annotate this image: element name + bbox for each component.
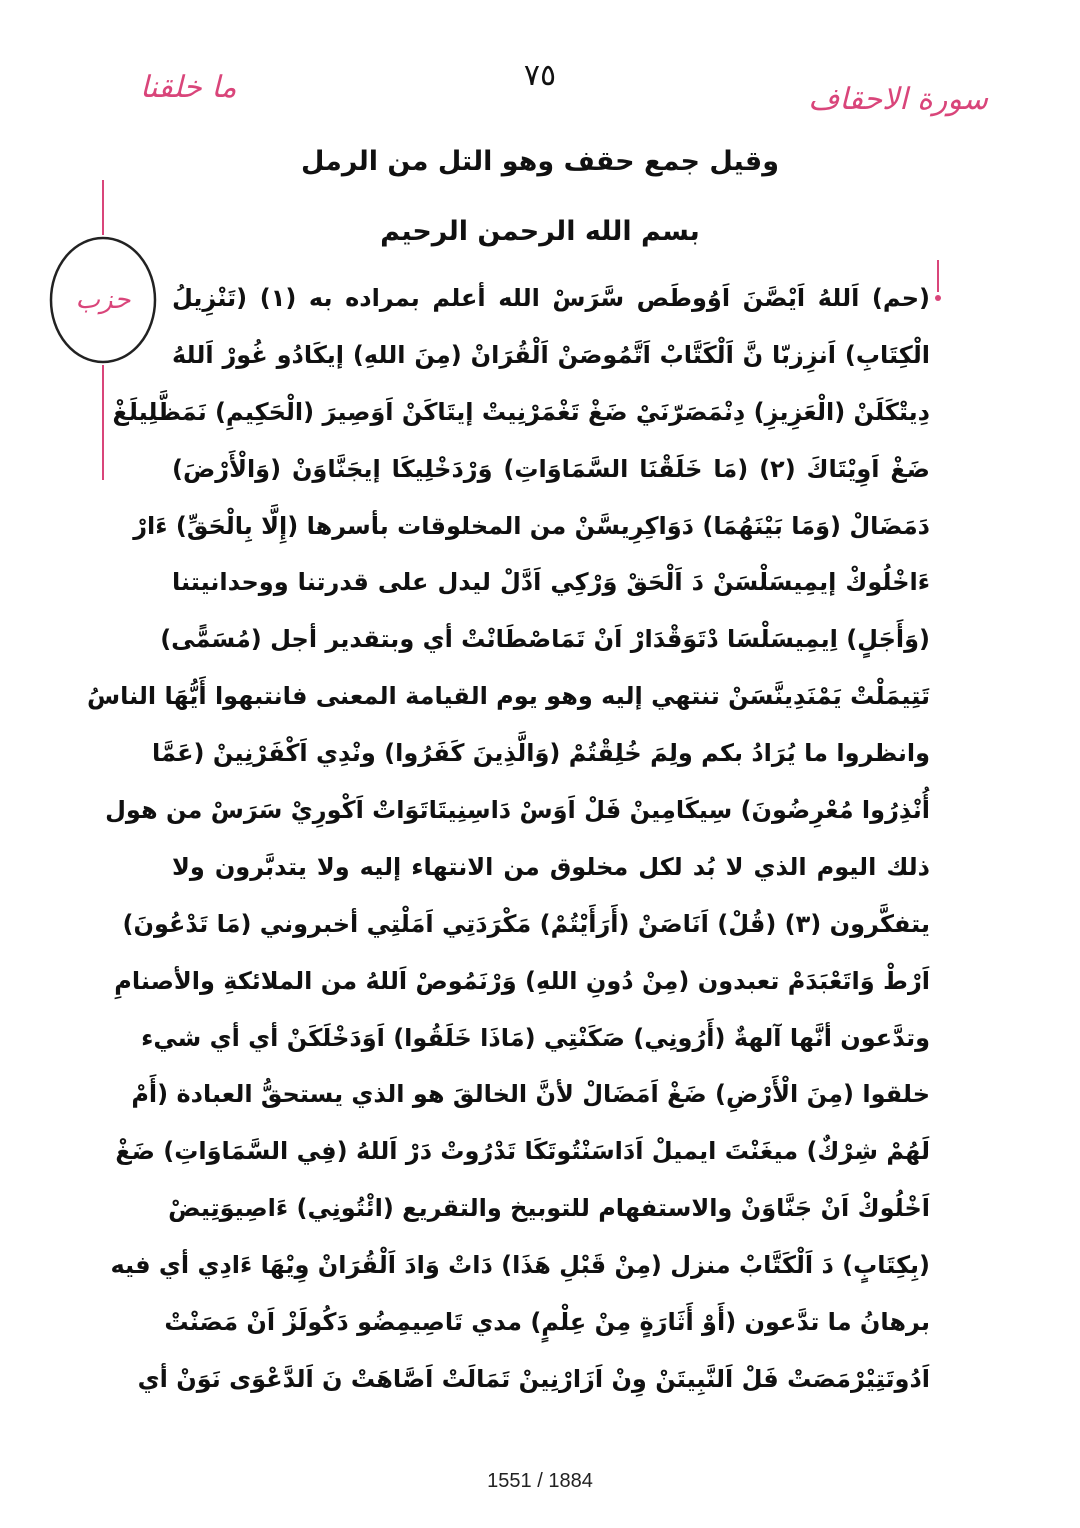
text-line: لَهُمْ شِرْكٌ) ميغَنْتَ ايميلْ اَدَاسَنْتُوتَكَا تَدْرُوتْ دَرْ اَللهُ (فِي السَّمَاوَاتِ) ضَغْ [115, 1137, 930, 1166]
text-line: وانظروا ما يُرَادُ بكم ولِمَ خُلِقْتُمْ (وَالَّذِينَ كَفَرُوا) ونْدِي اَكْفَرْنِينْ (عَمَّا [152, 739, 930, 768]
text-line: اَخْلُوكْ اَنْ جَنَّاوَنْ والاستفهام للتوبيخ والتقريع (ائْتُونِي) ءَاصِيوَتِيضْ [168, 1194, 930, 1223]
margin-note-verse: ما خلقنا [140, 70, 237, 105]
verse-start-marker-icon [928, 258, 948, 304]
text-line: (حم) اَللهُ اَيْصَّنَ اَوُوطَص سَّرَسْ الله أعلم بمراده به (١) (تَنْزِيلُ [172, 284, 930, 312]
text-line: اَدُوتَتِيْرْمَصَتْ فَلْ اَلنَّبِيتَنْ وِنْ اَزَارْنِينْ تَمَالَتْ اَصَّاهَتْ نَ اَلدَّعْوَى نَوَنْ أي [137, 1364, 930, 1393]
section-heading: وقيل جمع حقف وهو التل من الرمل [301, 146, 779, 177]
text-line: دِيتْكَلَنْ (الْعَزِيزِ) دِنْمَصَرّنَيْ ضَغْ تَغْمَرْنِيتْ إيتَاكَنْ اَوَصِيرَ (الْحَكِيمِ) نَمَظَّلِيلَغْ [112, 397, 930, 426]
hizb-label: حزب [75, 285, 131, 315]
text-line: ءَاخْلُوكْ إيمِيسَلْسَنْ دَ اَلْحَقْ وَرْكِي اَدَّلْ ليدل على قدرتنا ووحدانيتنا [172, 568, 930, 597]
text-line: (بِكِتَابٍ) دَ اَلْكَتَّابْ منزل (مِنْ قَبْلِ هَذَا) دَاتْ وَادَ اَلْقُرَانْ وِيْهَا ءَادِي أي فيه [110, 1251, 930, 1280]
text-line: أُنْذِرُوا مُعْرِضُونَ) سِيكَامِينْ فَلْ اَوَسْ دَاسِنِيتَاتَوَاتْ اَكْورِيْ سَرَسْ من هول [105, 796, 930, 825]
text-line: يتفكَّرون (٣) (قُلْ) اَنَاصَنْ (أَرَأَيْتُمْ) مَكْرَدَتِي اَمَلْتِي أخبروني (مَا تَدْعُونَ) [122, 909, 930, 938]
page-number: ٧٥ [523, 58, 557, 93]
text-line: ذلك اليوم الذي لا بُد لكل مخلوق من الانتهاء إليه ولا يتدبَّرون ولا [172, 852, 930, 881]
text-line: خلقوا (مِنَ الْأَرْضِ) ضَغْ اَمَضَالْ لأنَّ الخالقَ هو الذي يستحقُّ العبادة (أَمْ [131, 1080, 930, 1109]
text-line: برهانُ ما تدَّعون (أَوْ أَثَارَةٍ مِنْ عِلْمٍ) مدي تَاصِيمِضُو دَكُولَزْ اَنْ مَصَنْتْ [164, 1308, 930, 1337]
text-line: (وَأَجَلٍ) اِيمِيسَلْسَا دْتَوَقْدَارْ اَنْ تَمَاصْطَانْتْ أي وبتقدير أجل (مُسَمًّى) [160, 625, 930, 654]
margin-note-surah: سورة الاحقاف [808, 82, 988, 117]
text-line: دَمَضَالْ (وَمَا بَيْنَهُمَا) دَوَاكِرِيسَّنْ من المخلوقات بأسرها (إِلَّا بِالْحَقِّ) ءَارْ [133, 511, 930, 540]
text-line: اَرْطْ وَاتَعْبَدَمْ تعبدون (مِنْ دُونِ اللهِ) وَرْنَمُوصْ اَللهُ من الملائكةِ والأصنامِ [114, 966, 930, 995]
pdf-page-counter: 1551 / 1884 [487, 1470, 593, 1492]
text-line: تَتِيمَلْتْ يَمْنَدِينَّسَنْ تنتهي إليه وهو يوم القيامة المعنى فانتبهوا أَيُّهَا الناسُ [86, 682, 930, 711]
basmala-heading: بسم الله الرحمن الرحيم [380, 216, 700, 247]
text-line: وتدَّعون أنَّها آلهةٌ (أَرُونِي) صَكَنْتِي (مَاذَا خَلَقُوا) اَوَدَخْلَكَنْ أي أي شيء [141, 1023, 930, 1052]
text-line: ضَغْ اَوِيْتَاكَ (٢) (مَا خَلَقْنَا السَّمَاوَاتِ) وَرْدَخْلِيكَا إيجَنَّاوَنْ (وَالْأَرْضَ) [172, 454, 930, 483]
text-line: الْكِتَابِ) اَنزِزبّا نَّ اَلْكَتَّابْ اَتَّمُوصَنْ اَلْقُرَانْ (مِنَ اللهِ) إيكَادُو غُورْ اَللهُ [172, 340, 930, 369]
